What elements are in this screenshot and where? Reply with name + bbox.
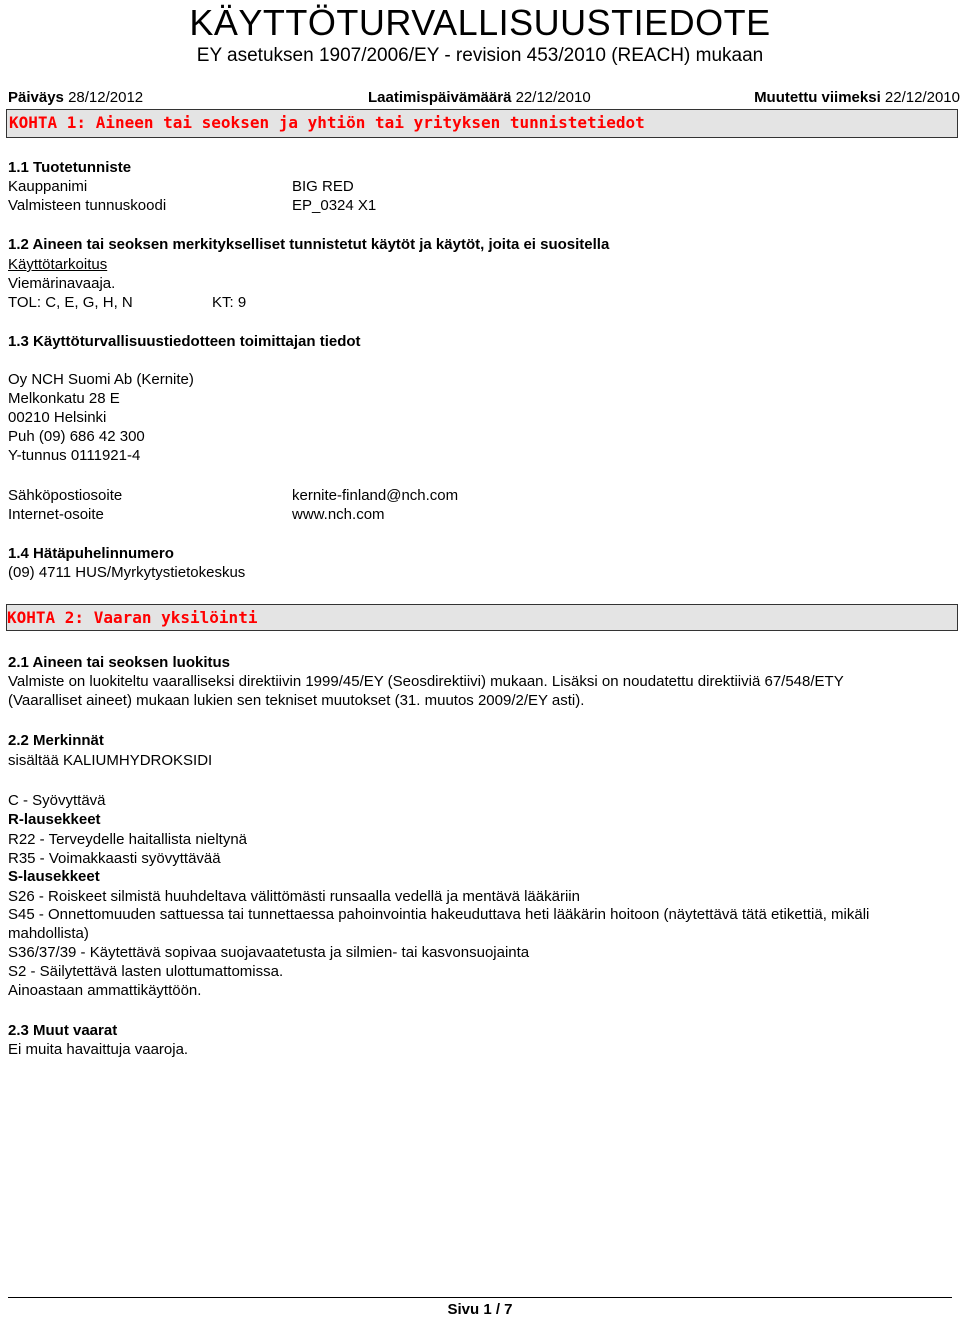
s21-line-2: (Vaaralliset aineet) mukaan lukien sen tekniset muutokset (31. muutos 2009/2/EY asti). <box>8 692 585 709</box>
s11-title: 1.1 Tuotetunniste <box>8 159 132 176</box>
trade-name-value: BIG RED <box>292 178 354 195</box>
s23-text: Ei muita havaittuja vaaroja. <box>8 1041 189 1058</box>
code-value: EP_0324 X1 <box>292 197 377 214</box>
email-value[interactable]: kernite-finland@nch.com <box>292 487 459 504</box>
footer-divider <box>8 1297 952 1298</box>
phone: Puh (09) 686 42 300 <box>8 428 145 445</box>
s14-title: 1.4 Hätäpuhelinnumero <box>8 545 174 562</box>
s21-title: 2.1 Aineen tai seoksen luokitus <box>8 654 231 671</box>
date-field <box>8 88 143 107</box>
email-label: Sähköpostiosoite <box>8 487 123 504</box>
document-title: KÄYTTÖTURVALLISUUSTIEDOTE <box>189 2 771 43</box>
s363739-phrase: S36/37/39 - Käytettävä sopivaa suojavaatetusta ja silmien- tai kasvonsuojainta <box>8 944 530 961</box>
trade-name-label: Kauppanimi <box>8 178 88 195</box>
document-subtitle: EY asetuksen 1907/2006/EY - revision 453/2010 (REACH) mukaan <box>196 45 764 66</box>
emergency-number: (09) 4711 HUS/Myrkytystietokeskus <box>8 564 246 581</box>
s23-title: 2.3 Muut vaarat <box>8 1022 118 1039</box>
street-address: Melkonkatu 28 E <box>8 390 120 407</box>
date-label: Päiväys <box>8 89 64 106</box>
section-2-heading-text: KOHTA 2: Vaaran yksilöinti <box>7 608 258 627</box>
s2-phrase: S2 - Säilytettävä lasten ulottumattomissa. <box>8 963 284 980</box>
city: 00210 Helsinki <box>8 409 107 426</box>
s13-title: 1.3 Käyttöturvallisuustiedotteen toimittajan tiedot <box>8 333 361 350</box>
r-phrases-title: R-lausekkeet <box>8 811 101 828</box>
s26-phrase: S26 - Roiskeet silmistä huuhdeltava välittömästi runsaalla vedellä ja mentävä lääkäriin <box>8 888 580 905</box>
dates-row <box>8 88 960 108</box>
mod-date-label: Muutettu viimeksi <box>754 89 881 106</box>
code-label: Valmisteen tunnuskoodi <box>8 197 167 214</box>
r22-phrase: R22 - Terveydelle haitallista nieltynä <box>8 831 248 848</box>
s22-title: 2.2 Merkinnät <box>8 732 104 749</box>
mod-date-field <box>754 88 960 107</box>
contains-text: sisältää KALIUMHYDROKSIDI <box>8 752 213 769</box>
use-label: Käyttötarkoitus <box>8 256 108 273</box>
tol-code: TOL: C, E, G, H, N <box>8 294 133 311</box>
hazard-symbol: C - Syövyttävä <box>8 792 106 809</box>
mod-date-value: 22/12/2010 <box>884 89 960 106</box>
s45-phrase-line-1: S45 - Onnettomuuden sattuessa tai tunnettaessa pahoinvointia hakeuduttava heti lääkärin hoitoon (näytettävä tätä etikettiä, mikäli <box>8 906 870 923</box>
r35-phrase: R35 - Voimakkaasti syövyttävää <box>8 850 221 867</box>
page-number: Sivu 1 / 7 <box>447 1301 513 1318</box>
use-value: Viemärinavaaja. <box>8 275 116 292</box>
business-id: Y-tunnus 0111921-4 <box>8 447 141 464</box>
professional-use: Ainoastaan ammattikäyttöön. <box>8 982 202 999</box>
s12-title: 1.2 Aineen tai seoksen merkitykselliset tunnistetut käytöt ja käytöt, joita ei suositella <box>8 236 610 253</box>
s45-phrase-line-2: mahdollista) <box>8 925 89 942</box>
date-value: 28/12/2012 <box>68 89 144 106</box>
web-value[interactable]: www.nch.com <box>292 506 385 523</box>
prep-date-field <box>368 88 591 107</box>
section-1-heading: KOHTA 1: Aineen tai seoksen ja yhtiön tai yrityksen tunnistetiedot <box>6 109 958 138</box>
s21-line-1: Valmiste on luokiteltu vaaralliseksi direktiivin 1999/45/EY (Seosdirektiivi) mukaan. Lisäksi on noudatettu direktiiviä 67/548/ETY <box>8 673 844 690</box>
section-2-heading <box>6 604 958 631</box>
kt-code: KT: 9 <box>212 294 247 311</box>
web-label: Internet-osoite <box>8 506 104 523</box>
prep-date-label: Laatimispäivämäärä <box>368 89 512 106</box>
company-name: Oy NCH Suomi Ab (Kernite) <box>8 371 194 388</box>
prep-date-value: 22/12/2010 <box>515 89 591 106</box>
s-phrases-title: S-lausekkeet <box>8 868 100 885</box>
